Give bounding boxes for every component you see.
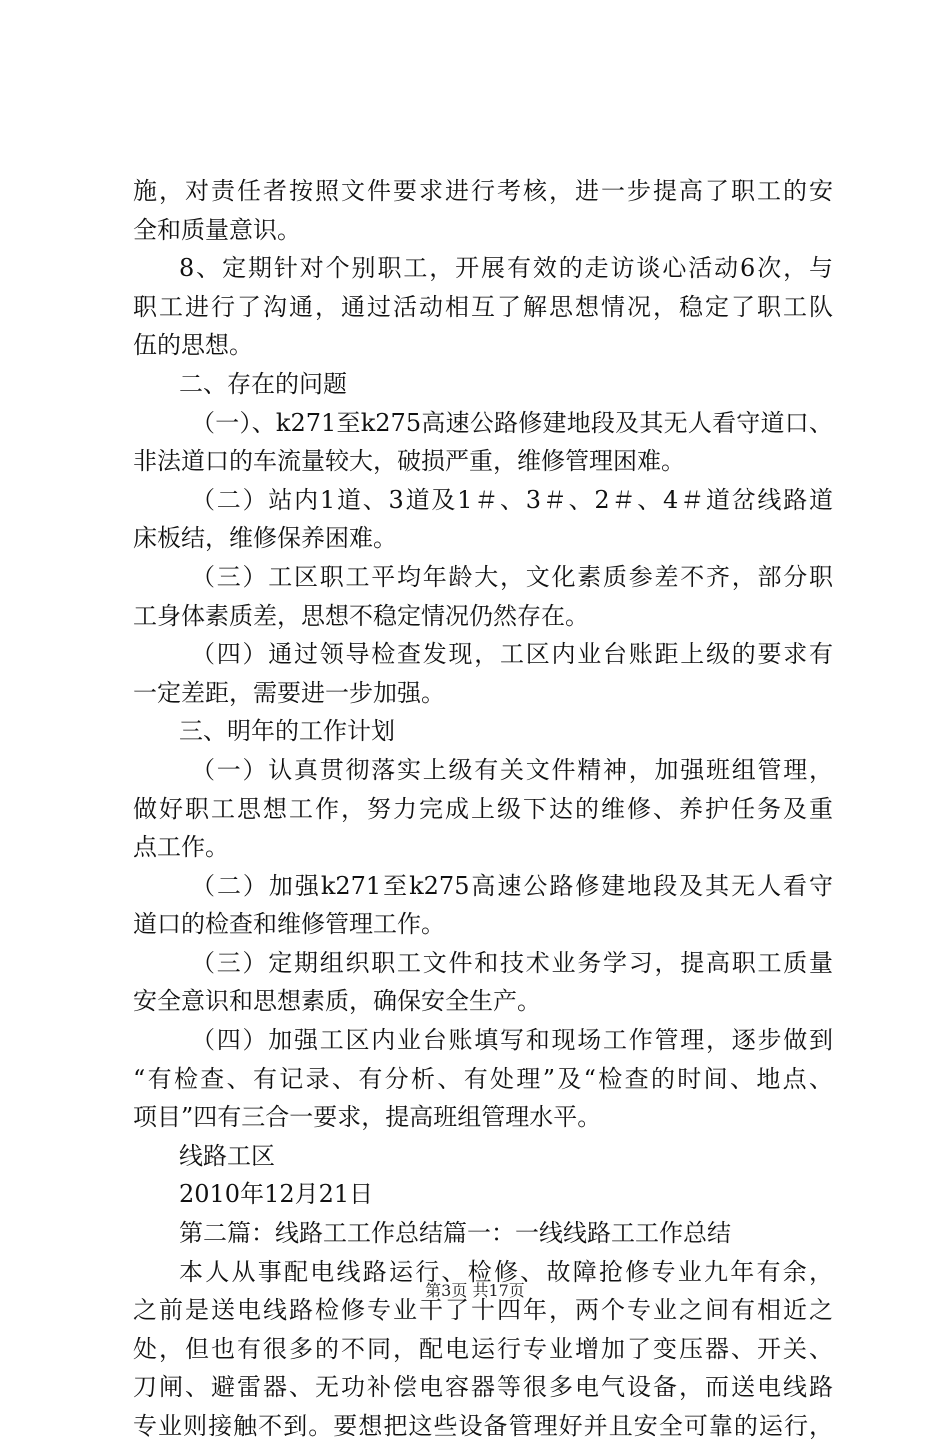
- text-line: 安全意识和思想素质，确保安全生产。: [133, 987, 541, 1016]
- text-line: （三）工区职工平均年龄大，文化素质参差不齐，部分职: [191, 562, 833, 591]
- text-line: 本人从事配电线路运行、检修、故障抢修专业九年有余，: [179, 1257, 833, 1286]
- text-line: （二）站内1道、3道及1＃、3＃、2＃、4＃道岔线路道: [191, 485, 833, 514]
- text-line: 做好职工思想工作，努力完成上级下达的维修、养护任务及重: [133, 794, 833, 823]
- chapter-title: 第二篇：线路工工作总结篇一：一线线路工工作总结: [179, 1219, 731, 1248]
- document-body: [133, 172, 833, 1446]
- text-line: （四）加强工区内业台账填写和现场工作管理，逐步做到: [191, 1026, 833, 1055]
- text-line: 8、定期针对个别职工，开展有效的走访谈心活动6次，与: [179, 254, 833, 283]
- text-line: （三）定期组织职工文件和技术业务学习，提高职工质量: [191, 948, 833, 977]
- text-line: 工身体素质差，思想不稳定情况仍然存在。: [133, 601, 589, 630]
- text-line: 伍的思想。: [133, 331, 253, 360]
- text-line: 非法道口的车流量较大，破损严重，维修管理困难。: [133, 447, 685, 476]
- text-line: （二）加强k271至k275高速公路修建地段及其无人看守: [191, 871, 833, 900]
- text-line: 处，但也有很多的不同，配电运行专业增加了变压器、开关、: [133, 1334, 833, 1363]
- text-line: 施，对责任者按照文件要求进行考核，进一步提高了职工的安: [133, 177, 833, 205]
- text-line: 床板结，维修保养困难。: [133, 524, 397, 553]
- text-line: 刀闸、避雷器、无功补偿电容器等很多电气设备，而送电线路: [133, 1373, 833, 1402]
- page-number: 第3页 共17页: [425, 1281, 525, 1300]
- text-line: （一）认真贯彻落实上级有关文件精神，加强班组管理，: [191, 755, 833, 784]
- page-footer: [0, 1281, 950, 1301]
- signature-unit: 线路工区: [179, 1141, 275, 1170]
- text-line: 职工进行了沟通，通过活动相互了解思想情况，稳定了职工队: [133, 292, 833, 321]
- text-line: 一定差距，需要进一步加强。: [133, 678, 445, 707]
- text-line: 全和质量意识。: [133, 215, 301, 244]
- text-line: 项目”四有三合一要求，提高班组管理水平。: [133, 1103, 602, 1132]
- text-line: （一）、k271至k275高速公路修建地段及其无人看守道口、: [191, 408, 833, 437]
- text-line: “有检查、有记录、有分析、有处理”及“检查的时间、地点、: [133, 1064, 833, 1093]
- text-line: 专业则接触不到。要想把这些设备管理好并且安全可靠的运行，: [133, 1412, 833, 1440]
- signature-date: 2010年12月21日: [179, 1180, 374, 1209]
- text-line: 点工作。: [133, 833, 229, 862]
- text-line: 之前是送电线路检修专业干了十四年，两个专业之间有相近之: [133, 1296, 833, 1325]
- text-line: （四）通过领导检查发现，工区内业台账距上级的要求有: [191, 640, 833, 669]
- section-heading: 二、存在的问题: [179, 369, 347, 398]
- text-line: 道口的检查和维修管理工作。: [133, 910, 445, 939]
- section-heading: 三、明年的工作计划: [179, 717, 395, 746]
